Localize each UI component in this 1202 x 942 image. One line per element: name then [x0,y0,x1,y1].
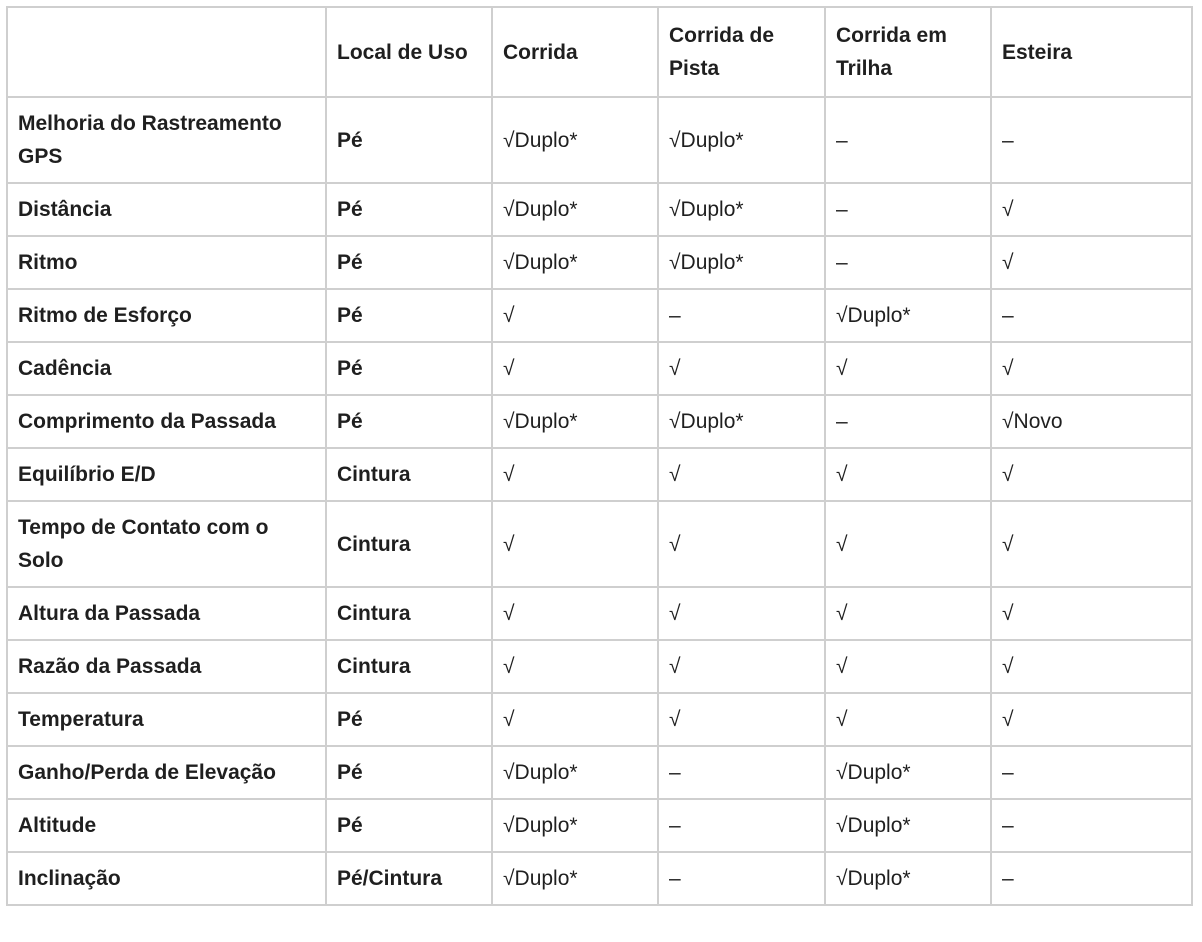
value-cell-treadmill: √ [991,183,1192,236]
value-cell-trail-running: √ [825,448,991,501]
location-cell: Pé [326,183,492,236]
value-cell-trail-running: √Duplo* [825,289,991,342]
value-cell-track-running: √Duplo* [658,236,825,289]
header-cell-treadmill: Esteira [991,7,1192,97]
value-cell-treadmill: – [991,852,1192,905]
feature-name-cell: Ritmo [7,236,326,289]
feature-name-cell: Comprimento da Passada [7,395,326,448]
value-cell-running: √Duplo* [492,183,658,236]
value-cell-trail-running: – [825,97,991,183]
value-cell-trail-running: √Duplo* [825,746,991,799]
value-cell-track-running: – [658,746,825,799]
location-cell: Cintura [326,640,492,693]
location-cell: Pé [326,395,492,448]
feature-name-cell: Cadência [7,342,326,395]
table-row [7,236,1192,289]
value-cell-track-running: – [658,289,825,342]
value-cell-running: √ [492,587,658,640]
feature-name-cell: Tempo de Contato com o Solo [7,501,326,587]
value-cell-treadmill: √Novo [991,395,1192,448]
value-cell-treadmill: – [991,97,1192,183]
value-cell-running: √ [492,448,658,501]
header-cell-feature [7,7,326,97]
feature-name-cell: Equilíbrio E/D [7,448,326,501]
table-row [7,183,1192,236]
value-cell-track-running: √ [658,640,825,693]
value-cell-trail-running: – [825,183,991,236]
value-cell-treadmill: √ [991,693,1192,746]
location-cell: Cintura [326,448,492,501]
value-cell-treadmill: – [991,289,1192,342]
header-cell-running: Corrida [492,7,658,97]
value-cell-track-running: √ [658,501,825,587]
location-cell: Pé [326,97,492,183]
feature-name-cell: Temperatura [7,693,326,746]
value-cell-treadmill: √ [991,236,1192,289]
value-cell-running: √Duplo* [492,852,658,905]
feature-name-cell: Melhoria do Rastreamento GPS [7,97,326,183]
table-row [7,448,1192,501]
feature-name-cell: Ganho/Perda de Elevação [7,746,326,799]
value-cell-track-running: √Duplo* [658,97,825,183]
table-row [7,289,1192,342]
value-cell-track-running: – [658,799,825,852]
value-cell-treadmill: – [991,746,1192,799]
value-cell-trail-running: √ [825,587,991,640]
value-cell-trail-running: √ [825,342,991,395]
value-cell-trail-running: √ [825,501,991,587]
header-cell-track-running: Corrida de Pista [658,7,825,97]
value-cell-trail-running: √Duplo* [825,799,991,852]
value-cell-running: √ [492,640,658,693]
value-cell-track-running: √ [658,448,825,501]
value-cell-trail-running: – [825,395,991,448]
location-cell: Cintura [326,501,492,587]
value-cell-treadmill: – [991,799,1192,852]
location-cell: Pé [326,289,492,342]
value-cell-track-running: √ [658,342,825,395]
value-cell-trail-running: – [825,236,991,289]
value-cell-trail-running: √ [825,640,991,693]
table-row [7,640,1192,693]
location-cell: Cintura [326,587,492,640]
table-header [7,7,1192,97]
value-cell-treadmill: √ [991,342,1192,395]
location-cell: Pé [326,693,492,746]
value-cell-treadmill: √ [991,501,1192,587]
value-cell-running: √ [492,693,658,746]
header-cell-location: Local de Uso [326,7,492,97]
value-cell-treadmill: √ [991,587,1192,640]
value-cell-track-running: – [658,852,825,905]
value-cell-running: √Duplo* [492,799,658,852]
header-row [7,7,1192,97]
value-cell-track-running: √Duplo* [658,395,825,448]
value-cell-running: √ [492,289,658,342]
feature-name-cell: Altura da Passada [7,587,326,640]
header-cell-trail-running: Corrida em Trilha [825,7,991,97]
value-cell-running: √Duplo* [492,746,658,799]
table-row [7,395,1192,448]
table-row [7,799,1192,852]
location-cell: Pé [326,236,492,289]
location-cell: Pé [326,799,492,852]
table-row [7,746,1192,799]
value-cell-running: √Duplo* [492,97,658,183]
table-row [7,587,1192,640]
value-cell-running: √ [492,342,658,395]
table-row [7,693,1192,746]
feature-name-cell: Ritmo de Esforço [7,289,326,342]
feature-name-cell: Distância [7,183,326,236]
value-cell-trail-running: √ [825,693,991,746]
table-row [7,501,1192,587]
comparison-table-container [6,6,1193,906]
value-cell-trail-running: √Duplo* [825,852,991,905]
value-cell-track-running: √ [658,693,825,746]
table-body [7,97,1192,905]
feature-name-cell: Altitude [7,799,326,852]
location-cell: Pé [326,342,492,395]
table-row [7,97,1192,183]
value-cell-running: √Duplo* [492,395,658,448]
value-cell-treadmill: √ [991,640,1192,693]
feature-name-cell: Inclinação [7,852,326,905]
value-cell-track-running: √ [658,587,825,640]
location-cell: Pé [326,746,492,799]
value-cell-treadmill: √ [991,448,1192,501]
table-row [7,852,1192,905]
value-cell-track-running: √Duplo* [658,183,825,236]
location-cell: Pé/Cintura [326,852,492,905]
feature-name-cell: Razão da Passada [7,640,326,693]
value-cell-running: √ [492,501,658,587]
table-row [7,342,1192,395]
feature-comparison-table [6,6,1193,906]
value-cell-running: √Duplo* [492,236,658,289]
